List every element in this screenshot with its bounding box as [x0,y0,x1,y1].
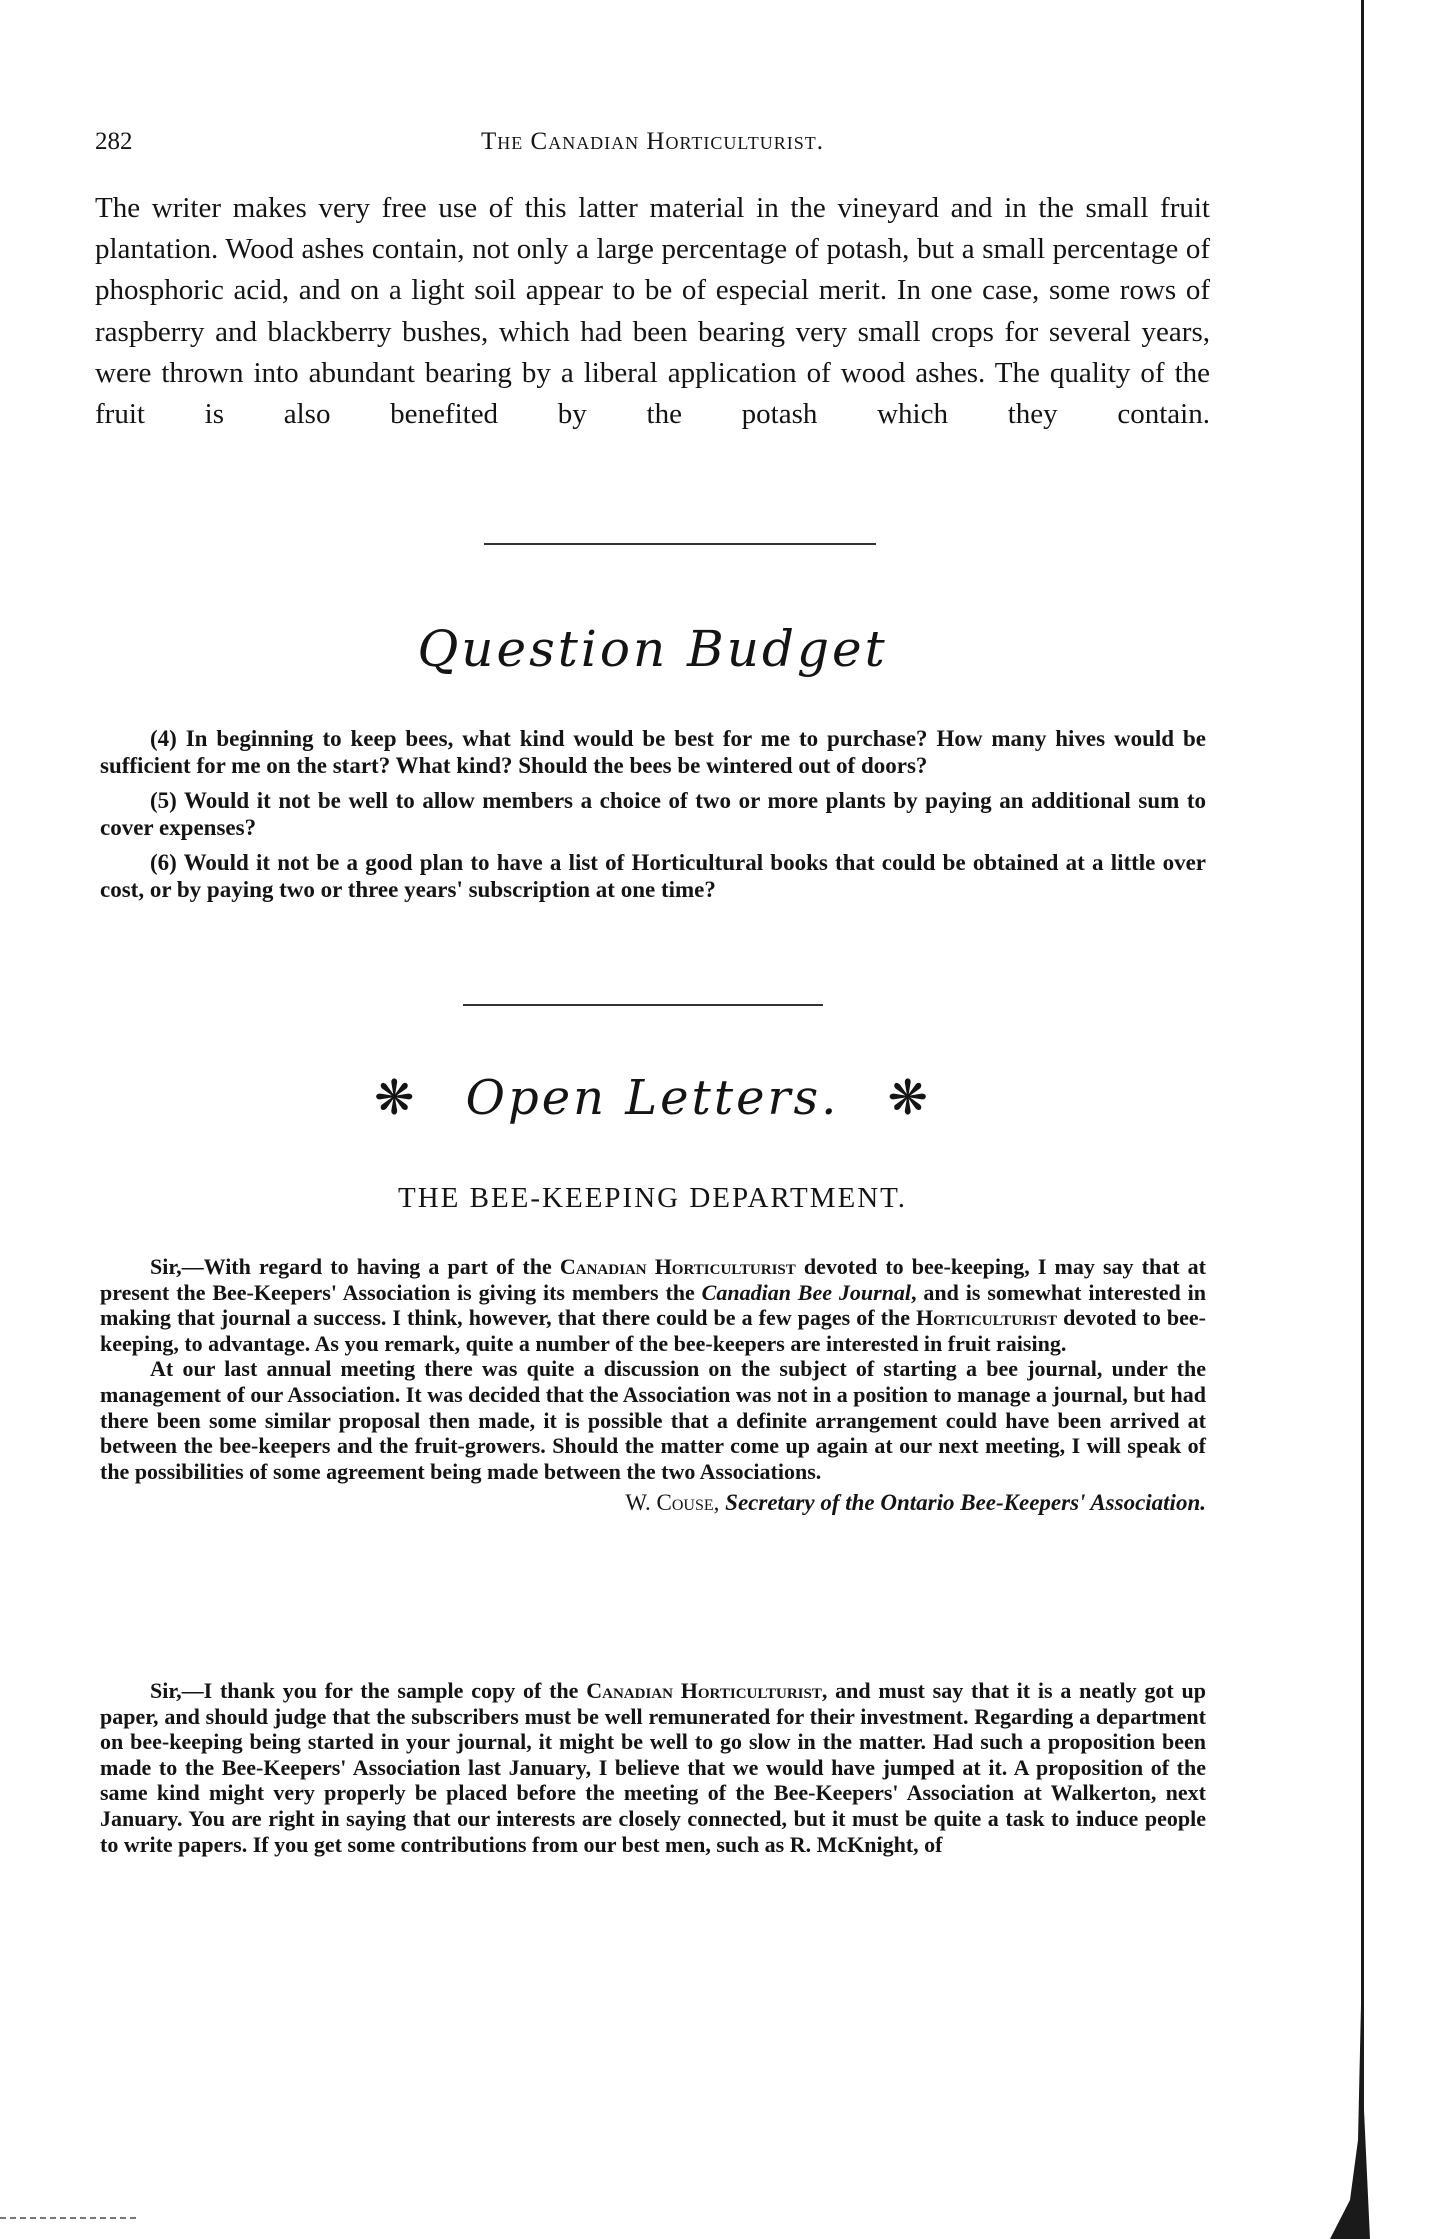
letter-paragraph [100,1678,1206,1857]
text-run: devoted to bee-keeping, I may say that at present the Bee-Keepers' Association is giving its members the [100,1254,1206,1305]
letter-one [100,1254,1206,1516]
letter-paragraph [100,1254,1206,1356]
question-item: (6) Would it not be a good plan to have a list of Horticultural books that could be obtained at a little over cost, or by paying two or three years' subscription at one time? [100,850,1206,902]
ornament-right-icon: ❋ [887,1070,931,1126]
signature-name: W. Couse, [625,1490,720,1516]
page-header [95,128,1210,162]
binding-edge [1361,0,1364,2239]
question-item: (5) Would it not be well to allow members a choice of two or more plants by paying an additional sum to cover expenses? [100,788,1206,840]
binding-shadow [1330,1960,1370,2239]
journal-name: Canadian Bee Journal [701,1279,912,1305]
text-run: devoted to bee-keeping, to advantage. As you remark, quite a number of the bee-keepers are interested in fruit raising. [100,1305,1206,1356]
text-run: Sir,—I thank you for the sample copy of the [150,1678,587,1703]
text-run: Sir,—With regard to having a part of the [150,1254,560,1279]
intro-paragraph: The writer makes very free use of this latter material in the vineyard and in the small fruit plantation. Wood ashes contain, not only a large percentage of potash, but a small percentage of phosphoric acid, and on a light soil appear to be of especial merit. In one case, some rows of raspberry and blackberry bushes, which had been bearing very small crops for several years, were thrown into abundant bearing by a liberal application of wood ashes. The quality of the fruit is also benefited by the potash which they contain. [95,192,1210,431]
divider-rule [463,1004,823,1006]
open-letters-heading [95,1070,1210,1126]
signature [100,1490,1206,1516]
journal-name: Canadian Horticulturist [559,1254,796,1279]
journal-name: Horticulturist [916,1305,1058,1331]
letter-paragraph: At our last annual meeting there was quite a discussion on the subject of starting a bee journal, under the management of our Association. It was decided that the Association was not in a position to manage a journal, but had there been some similar proposal then made, it is possible that a definite arrangement could have been arrived at between the bee-keepers and the fruit-growers. Should the matter come up again at our next meeting, I will speak of the possibilities of some agreement being made between the two Associations. [100,1356,1206,1484]
journal-name: Canadian Horticulturist [586,1678,822,1703]
divider-rule [484,543,876,545]
signature-title: Secretary of the Ontario Bee-Keepers' Association. [725,1490,1206,1516]
letter-two [100,1678,1206,1857]
open-letters-title: Open Letters. [465,1070,840,1126]
question-item: (4) In beginning to keep bees, what kind would be best for me to purchase? How many hives would be sufficient for me on the start? What kind? Should the bees be wintered out of doors? [100,726,1206,778]
question-budget-heading: Question Budget [417,620,888,678]
running-title: The Canadian Horticulturist. [481,128,824,155]
text-run: , and must say that it is a neatly got up paper, and should judge that the subscribers must be well remunerated for their investment. Regarding a department on bee-keeping being started in your journal, it might be well to go slow in the matter. Had such a proposition been made to the Bee-Keepers' Association last January, I believe that we would have jumped at it. A proposition of the same kind might very properly be placed before the meeting of the Bee-Keepers' Association at Walkerton, next January. You are right in saying that our interests are closely connected, but it must be quite a task to induce people to write papers. If you get some contributions from our best men, such as R. McKnight, of [100,1678,1207,1857]
ornament-left-icon: ❋ [374,1070,418,1126]
question-list [100,725,1206,911]
section-title: THE BEE-KEEPING DEPARTMENT. [398,1182,907,1214]
page-number: 282 [95,128,133,155]
text-run: , and is somewhat interested in making that journal a success. I think, however, that there could be a few pages of the [100,1279,1206,1331]
scan-noise [0,2215,200,2221]
